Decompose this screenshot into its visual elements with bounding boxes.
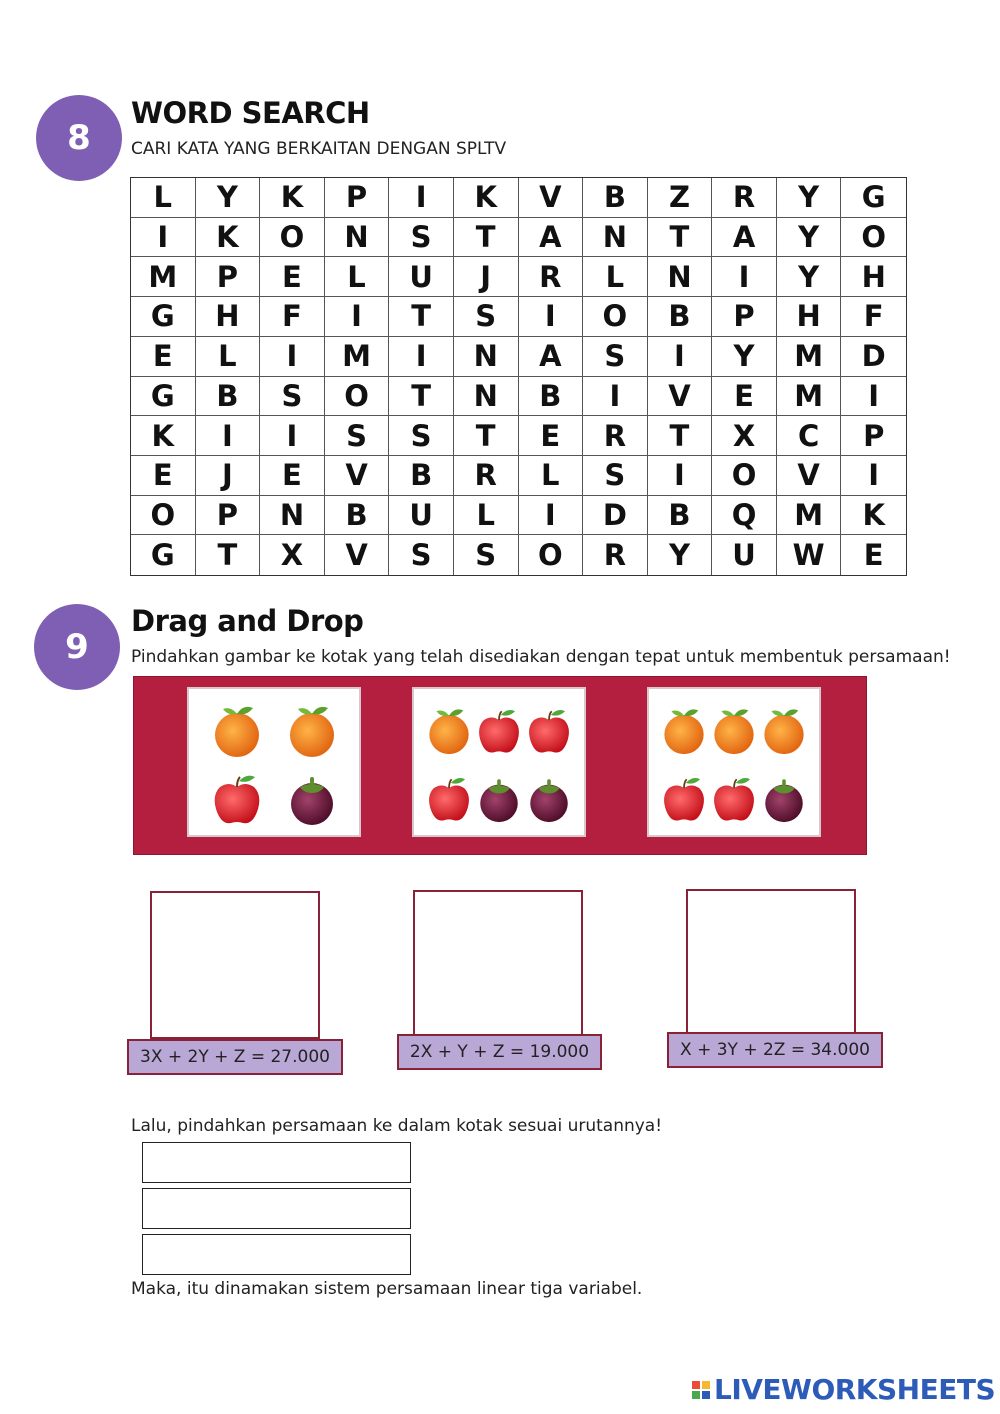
grid-cell[interactable]: B [519, 377, 584, 417]
drop-box-1[interactable] [150, 891, 320, 1039]
grid-cell[interactable]: V [777, 456, 842, 496]
mangosteen-icon [524, 769, 574, 827]
grid-cell[interactable]: N [260, 496, 325, 536]
grid-cell[interactable]: C [777, 416, 842, 456]
drag-and-drop-title: Drag and Drop [131, 604, 364, 638]
grid-cell[interactable]: R [583, 416, 648, 456]
grid-cell[interactable]: W [777, 535, 842, 575]
grid-cell[interactable]: Y [777, 178, 842, 218]
grid-cell[interactable]: M [777, 496, 842, 536]
grid-cell[interactable]: G [131, 377, 196, 417]
grid-cell[interactable]: P [325, 178, 390, 218]
grid-cell[interactable]: R [583, 535, 648, 575]
equation-label-1[interactable]: 3X + 2Y + Z = 27.000 [127, 1039, 343, 1075]
grid-cell[interactable]: I [519, 496, 584, 536]
drop-box-3[interactable] [686, 889, 856, 1037]
orange-icon [209, 701, 265, 759]
grid-cell[interactable]: B [583, 178, 648, 218]
grid-cell[interactable]: E [260, 456, 325, 496]
fruit-card-1[interactable] [187, 687, 361, 837]
grid-cell[interactable]: I [389, 337, 454, 377]
grid-cell[interactable]: I [260, 337, 325, 377]
grid-cell[interactable]: L [325, 257, 390, 297]
grid-cell[interactable]: I [648, 337, 713, 377]
order-box-1[interactable] [142, 1142, 411, 1183]
grid-cell[interactable]: S [583, 456, 648, 496]
logo-mark-icon [692, 1381, 710, 1399]
grid-cell[interactable]: K [841, 496, 906, 536]
grid-cell[interactable]: Y [712, 337, 777, 377]
apple-icon [524, 701, 574, 759]
grid-cell[interactable]: G [131, 297, 196, 337]
mangosteen-icon [759, 769, 809, 827]
grid-cell[interactable]: S [260, 377, 325, 417]
apple-icon [709, 769, 759, 827]
grid-cell[interactable]: U [389, 496, 454, 536]
grid-cell[interactable]: M [777, 337, 842, 377]
grid-cell[interactable]: S [454, 297, 519, 337]
grid-cell[interactable]: D [583, 496, 648, 536]
grid-cell[interactable]: O [583, 297, 648, 337]
orange-icon [284, 701, 340, 759]
grid-cell[interactable]: T [389, 297, 454, 337]
grid-cell[interactable]: B [648, 496, 713, 536]
grid-cell[interactable]: T [389, 377, 454, 417]
word-search-title: WORD SEARCH [131, 96, 370, 130]
grid-cell[interactable]: M [131, 257, 196, 297]
orange-icon [709, 701, 759, 759]
order-instruction: Lalu, pindahkan persamaan ke dalam kotak sesuai urutannya! [131, 1116, 663, 1136]
orange-icon [424, 701, 474, 759]
grid-cell[interactable]: N [583, 218, 648, 258]
grid-cell[interactable]: V [648, 377, 713, 417]
grid-cell[interactable]: T [454, 416, 519, 456]
grid-cell[interactable]: N [454, 377, 519, 417]
grid-cell[interactable]: A [519, 337, 584, 377]
grid-cell[interactable]: I [583, 377, 648, 417]
grid-cell[interactable]: F [841, 297, 906, 337]
grid-cell[interactable]: G [841, 178, 906, 218]
grid-cell[interactable]: U [712, 535, 777, 575]
grid-cell[interactable]: A [519, 218, 584, 258]
grid-cell[interactable]: L [583, 257, 648, 297]
order-box-3[interactable] [142, 1234, 411, 1275]
grid-cell[interactable]: P [841, 416, 906, 456]
grid-cell[interactable]: S [454, 535, 519, 575]
grid-cell[interactable]: T [454, 218, 519, 258]
grid-cell[interactable]: E [712, 377, 777, 417]
grid-cell[interactable]: E [863, 538, 884, 573]
grid-cell[interactable]: I [260, 416, 325, 456]
grid-cell[interactable]: Y [648, 535, 713, 575]
grid-cell[interactable]: S [389, 416, 454, 456]
grid-cell[interactable]: I [131, 218, 196, 258]
equation-label-2[interactable]: 2X + Y + Z = 19.000 [397, 1034, 602, 1070]
grid-cell[interactable]: N [325, 218, 390, 258]
grid-cell[interactable]: P [196, 496, 261, 536]
grid-cell[interactable]: U [389, 257, 454, 297]
grid-cell[interactable]: B [325, 496, 390, 536]
mangosteen-icon [474, 769, 524, 827]
apple-icon [424, 769, 474, 827]
grid-cell[interactable]: P [196, 257, 261, 297]
grid-cell[interactable]: H [841, 257, 906, 297]
grid-cell[interactable]: E [519, 416, 584, 456]
grid-cell[interactable]: T [648, 416, 713, 456]
grid-cell[interactable]: L [454, 496, 519, 536]
word-search-grid[interactable] [130, 177, 907, 576]
grid-cell[interactable]: E [260, 257, 325, 297]
grid-cell[interactable]: T [648, 218, 713, 258]
grid-cell[interactable]: O [712, 456, 777, 496]
drag-drop-instruction: Pindahkan gambar ke kotak yang telah disediakan dengan tepat untuk membentuk persamaan! [131, 647, 951, 667]
grid-cell[interactable]: I [712, 257, 777, 297]
grid-cell[interactable]: R [712, 178, 777, 218]
grid-cell[interactable]: I [325, 297, 390, 337]
orange-icon [659, 701, 709, 759]
grid-cell[interactable]: Y [777, 218, 842, 258]
grid-cell[interactable]: X [260, 535, 325, 575]
grid-cell[interactable]: E [131, 456, 196, 496]
fruit-panel [133, 676, 867, 855]
grid-cell[interactable]: G [131, 535, 196, 575]
grid-cell[interactable]: I [841, 456, 906, 496]
equation-label-3[interactable]: X + 3Y + 2Z = 34.000 [667, 1032, 883, 1068]
section-9-badge: 9 [34, 604, 120, 690]
apple-icon [209, 769, 265, 827]
grid-cell[interactable]: S [325, 416, 390, 456]
grid-cell[interactable]: R [454, 456, 519, 496]
grid-cell[interactable]: B [389, 456, 454, 496]
section-8-badge: 8 [36, 95, 122, 181]
word-search-subtitle: CARI KATA YANG BERKAITAN DENGAN SPLTV [131, 139, 507, 159]
grid-cell[interactable]: H [196, 297, 261, 337]
grid-cell[interactable]: L [196, 337, 261, 377]
grid-cell[interactable]: V [325, 535, 390, 575]
grid-cell[interactable]: X [712, 416, 777, 456]
grid-cell[interactable]: I [519, 297, 584, 337]
grid-cell[interactable]: M [777, 377, 842, 417]
drop-box-2[interactable] [413, 890, 583, 1038]
fruit-card-3[interactable] [647, 687, 821, 837]
grid-cell[interactable]: N [648, 257, 713, 297]
grid-cell[interactable]: S [389, 218, 454, 258]
grid-cell[interactable]: O [260, 218, 325, 258]
orange-icon [759, 701, 809, 759]
logo-text: LIVEWORKSHEETS [714, 1373, 996, 1406]
grid-cell[interactable]: H [777, 297, 842, 337]
grid-cell[interactable]: V [325, 456, 390, 496]
grid-cell[interactable]: K [260, 178, 325, 218]
grid-cell[interactable]: L [131, 178, 196, 218]
grid-cell[interactable]: Z [648, 178, 713, 218]
grid-cell[interactable]: I [389, 178, 454, 218]
grid-cell[interactable]: S [389, 535, 454, 575]
grid-cell[interactable]: Y [196, 178, 261, 218]
liveworksheets-logo[interactable] [692, 1373, 995, 1406]
grid-cell[interactable]: I [196, 416, 261, 456]
mangosteen-icon [284, 769, 340, 827]
grid-cell[interactable]: Y [777, 257, 842, 297]
grid-cell[interactable]: J [454, 257, 519, 297]
apple-icon [474, 701, 524, 759]
grid-cell[interactable]: V [519, 178, 584, 218]
grid-cell[interactable]: D [841, 337, 906, 377]
grid-cell[interactable]: A [712, 218, 777, 258]
order-box-2[interactable] [142, 1188, 411, 1229]
grid-cell[interactable]: F [260, 297, 325, 337]
grid-cell[interactable]: I [648, 456, 713, 496]
grid-cell[interactable]: S [583, 337, 648, 377]
apple-icon [659, 769, 709, 827]
grid-cell[interactable]: P [712, 297, 777, 337]
grid-cell[interactable]: M [325, 337, 390, 377]
grid-cell[interactable]: B [648, 297, 713, 337]
grid-cell[interactable]: O [841, 218, 906, 258]
grid-cell[interactable]: O [131, 496, 196, 536]
grid-cell[interactable]: T [196, 535, 261, 575]
conclusion-text: Maka, itu dinamakan sistem persamaan linear tiga variabel. [131, 1279, 643, 1299]
grid-cell[interactable]: O [519, 535, 584, 575]
grid-cell[interactable]: N [454, 337, 519, 377]
grid-cell[interactable]: R [519, 257, 584, 297]
grid-cell[interactable]: Q [712, 496, 777, 536]
grid-cell[interactable]: E [131, 337, 196, 377]
grid-cell[interactable]: O [325, 377, 390, 417]
grid-cell[interactable]: K [454, 178, 519, 218]
grid-cell[interactable]: J [196, 456, 261, 496]
fruit-card-2[interactable] [412, 687, 586, 837]
grid-cell[interactable]: K [131, 416, 196, 456]
grid-cell[interactable]: I [841, 377, 906, 417]
grid-cell[interactable]: B [196, 377, 261, 417]
grid-cell[interactable]: L [519, 456, 584, 496]
grid-cell[interactable]: K [196, 218, 261, 258]
